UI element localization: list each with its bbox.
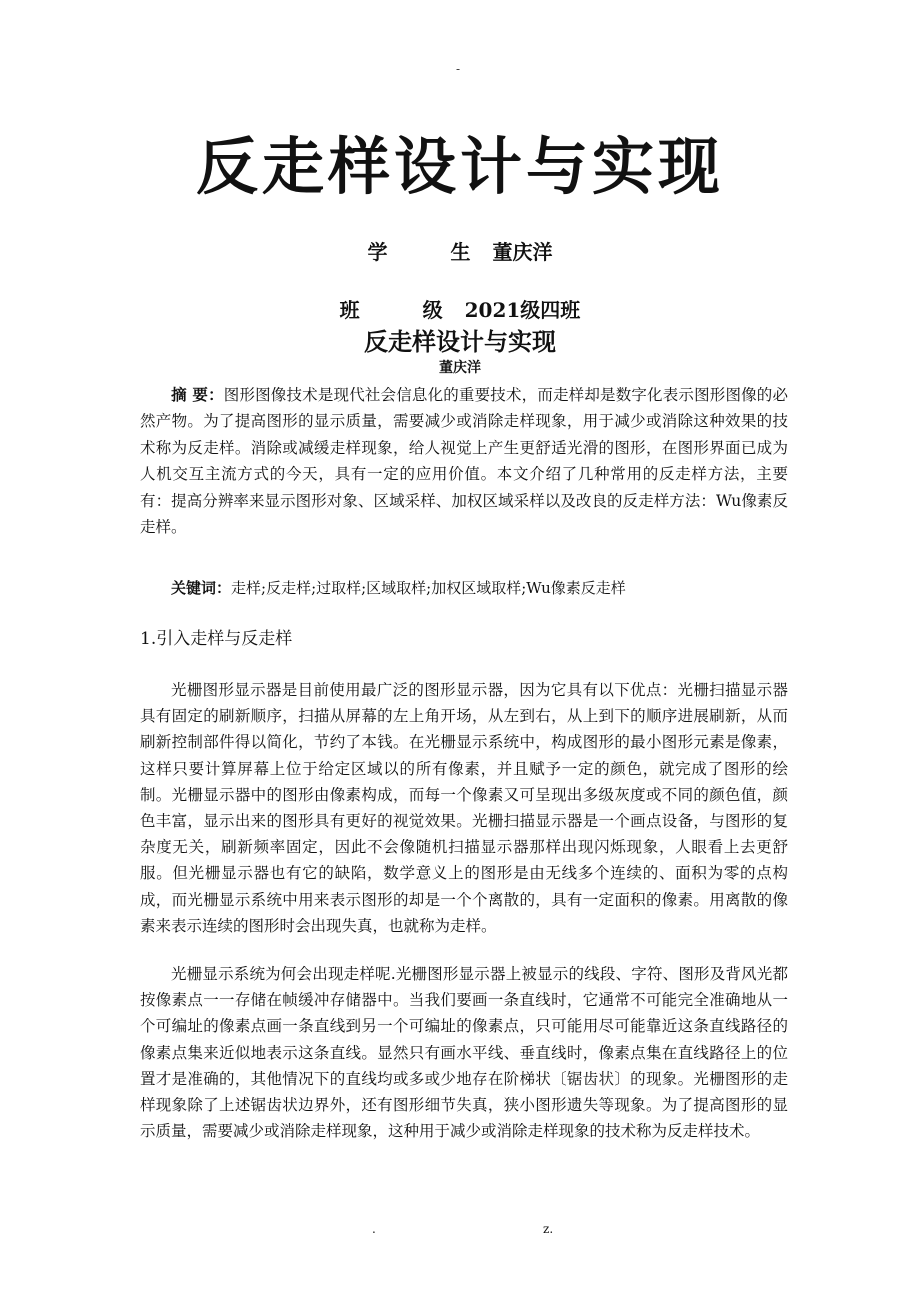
- paragraph: 光栅图形显示器是目前使用最广泛的图形显示器，因为它具有以下优点：光栅扫描显示器具有固定的刷新顺序，扫描从屏幕的左上角开场，从左到右，从上到下的顺序进展刷新，从而刷新控制部件得以简化，节约了本钱。在光栅显示系统中，构成图形的最小图形元素是像素，这样只要计算屏幕上位于给定区域以的所有像素，并且赋予一定的颜色，就完成了图形的绘制。光栅显示器中的图形由像素构成，而每一个像素又可呈现出多级灰度或不同的颜色值，颜色丰富，显示出来的图形具有更好的视觉效果。光栅扫描显示器是一个画点设备，与图形的复杂度无关，刷新频率固定，因此不会像随机扫描显示器那样出现闪烁现象，人眼看上去更舒服。但光栅显示器也有它的缺陷，数学意义上的图形是由无线多个连续的、面积为零的点构成，而光栅显示系统中用来表示图形的却是一个个离散的，具有一定面积的像素。用离散的像素来表示连续的图形时会出现失真，也就称为走样。: [140, 681, 788, 935]
- section-heading: 1.引入走样与反走样: [140, 629, 293, 649]
- footer-right-mark: z.: [543, 1222, 554, 1236]
- subtitle: 反走样设计与实现: [364, 327, 556, 356]
- main-title: 反走样设计与实现: [195, 130, 724, 203]
- keywords-label: 关键词：: [171, 579, 232, 597]
- student-name: 董庆洋: [492, 240, 553, 264]
- subtitle-author: 董庆洋: [439, 360, 481, 376]
- abstract-label: 摘 要：: [171, 385, 224, 404]
- student-line: [0, 236, 920, 265]
- paragraph: 光栅显示系统为何会出现走样呢.光栅图形显示器上被显示的线段、字符、图形及背风光都按像素点一一存储在帧缓冲存储器中。当我们要画一条直线时，它通常不可能完全准确地从一个可编址的像素点画一条直线到另一个可编址的像素点，只可能用尽可能靠近这条直线路径的像素点集来近似地表示这条直线。显然只有画水平线、垂直线时，像素点集在直线路径上的位置才是准确的，其他情况下的直线均或多或少地存在阶梯状〔锯齿状〕的现象。光栅图形的走样现象除了上述锯齿状边界外，还有图形细节失真，狭小图形遗失等现象。为了提高图形的显示质量，需要减少或消除走样现象，这种用于减少或消除走样现象的技术称为反走样技术。: [140, 965, 788, 1141]
- keywords: [140, 575, 788, 601]
- student-label: 学 生: [367, 240, 499, 264]
- class-value: 2021级四班: [464, 298, 581, 322]
- class-label: 班 级: [339, 298, 471, 322]
- footer-left-mark: .: [372, 1222, 376, 1236]
- abstract: [140, 382, 788, 540]
- abstract-text: 图形图像技术是现代社会信息化的重要技术，而走样却是数字化表示图形图像的必然产物。为了提高图形的显示质量，需要减少或消除走样现象，用于减少或消除这种效果的技术称为反走样。消除或减缓走样现象，给人视觉上产生更舒适光滑的图形，在图形界面已成为人机交互主流方式的今天，具有一定的应用价值。本文介绍了几种常用的反走样方法，主要有：提高分辨率来显示图形对象、区域采样、加权区域采样以及改良的反走样方法：Wu像素反走样。: [140, 386, 788, 537]
- header-mark: -: [456, 62, 461, 76]
- class-line: [0, 294, 920, 323]
- keywords-text: 走样;反走样;过取样;区域取样;加权区域取样;Wu像素反走样: [231, 579, 626, 597]
